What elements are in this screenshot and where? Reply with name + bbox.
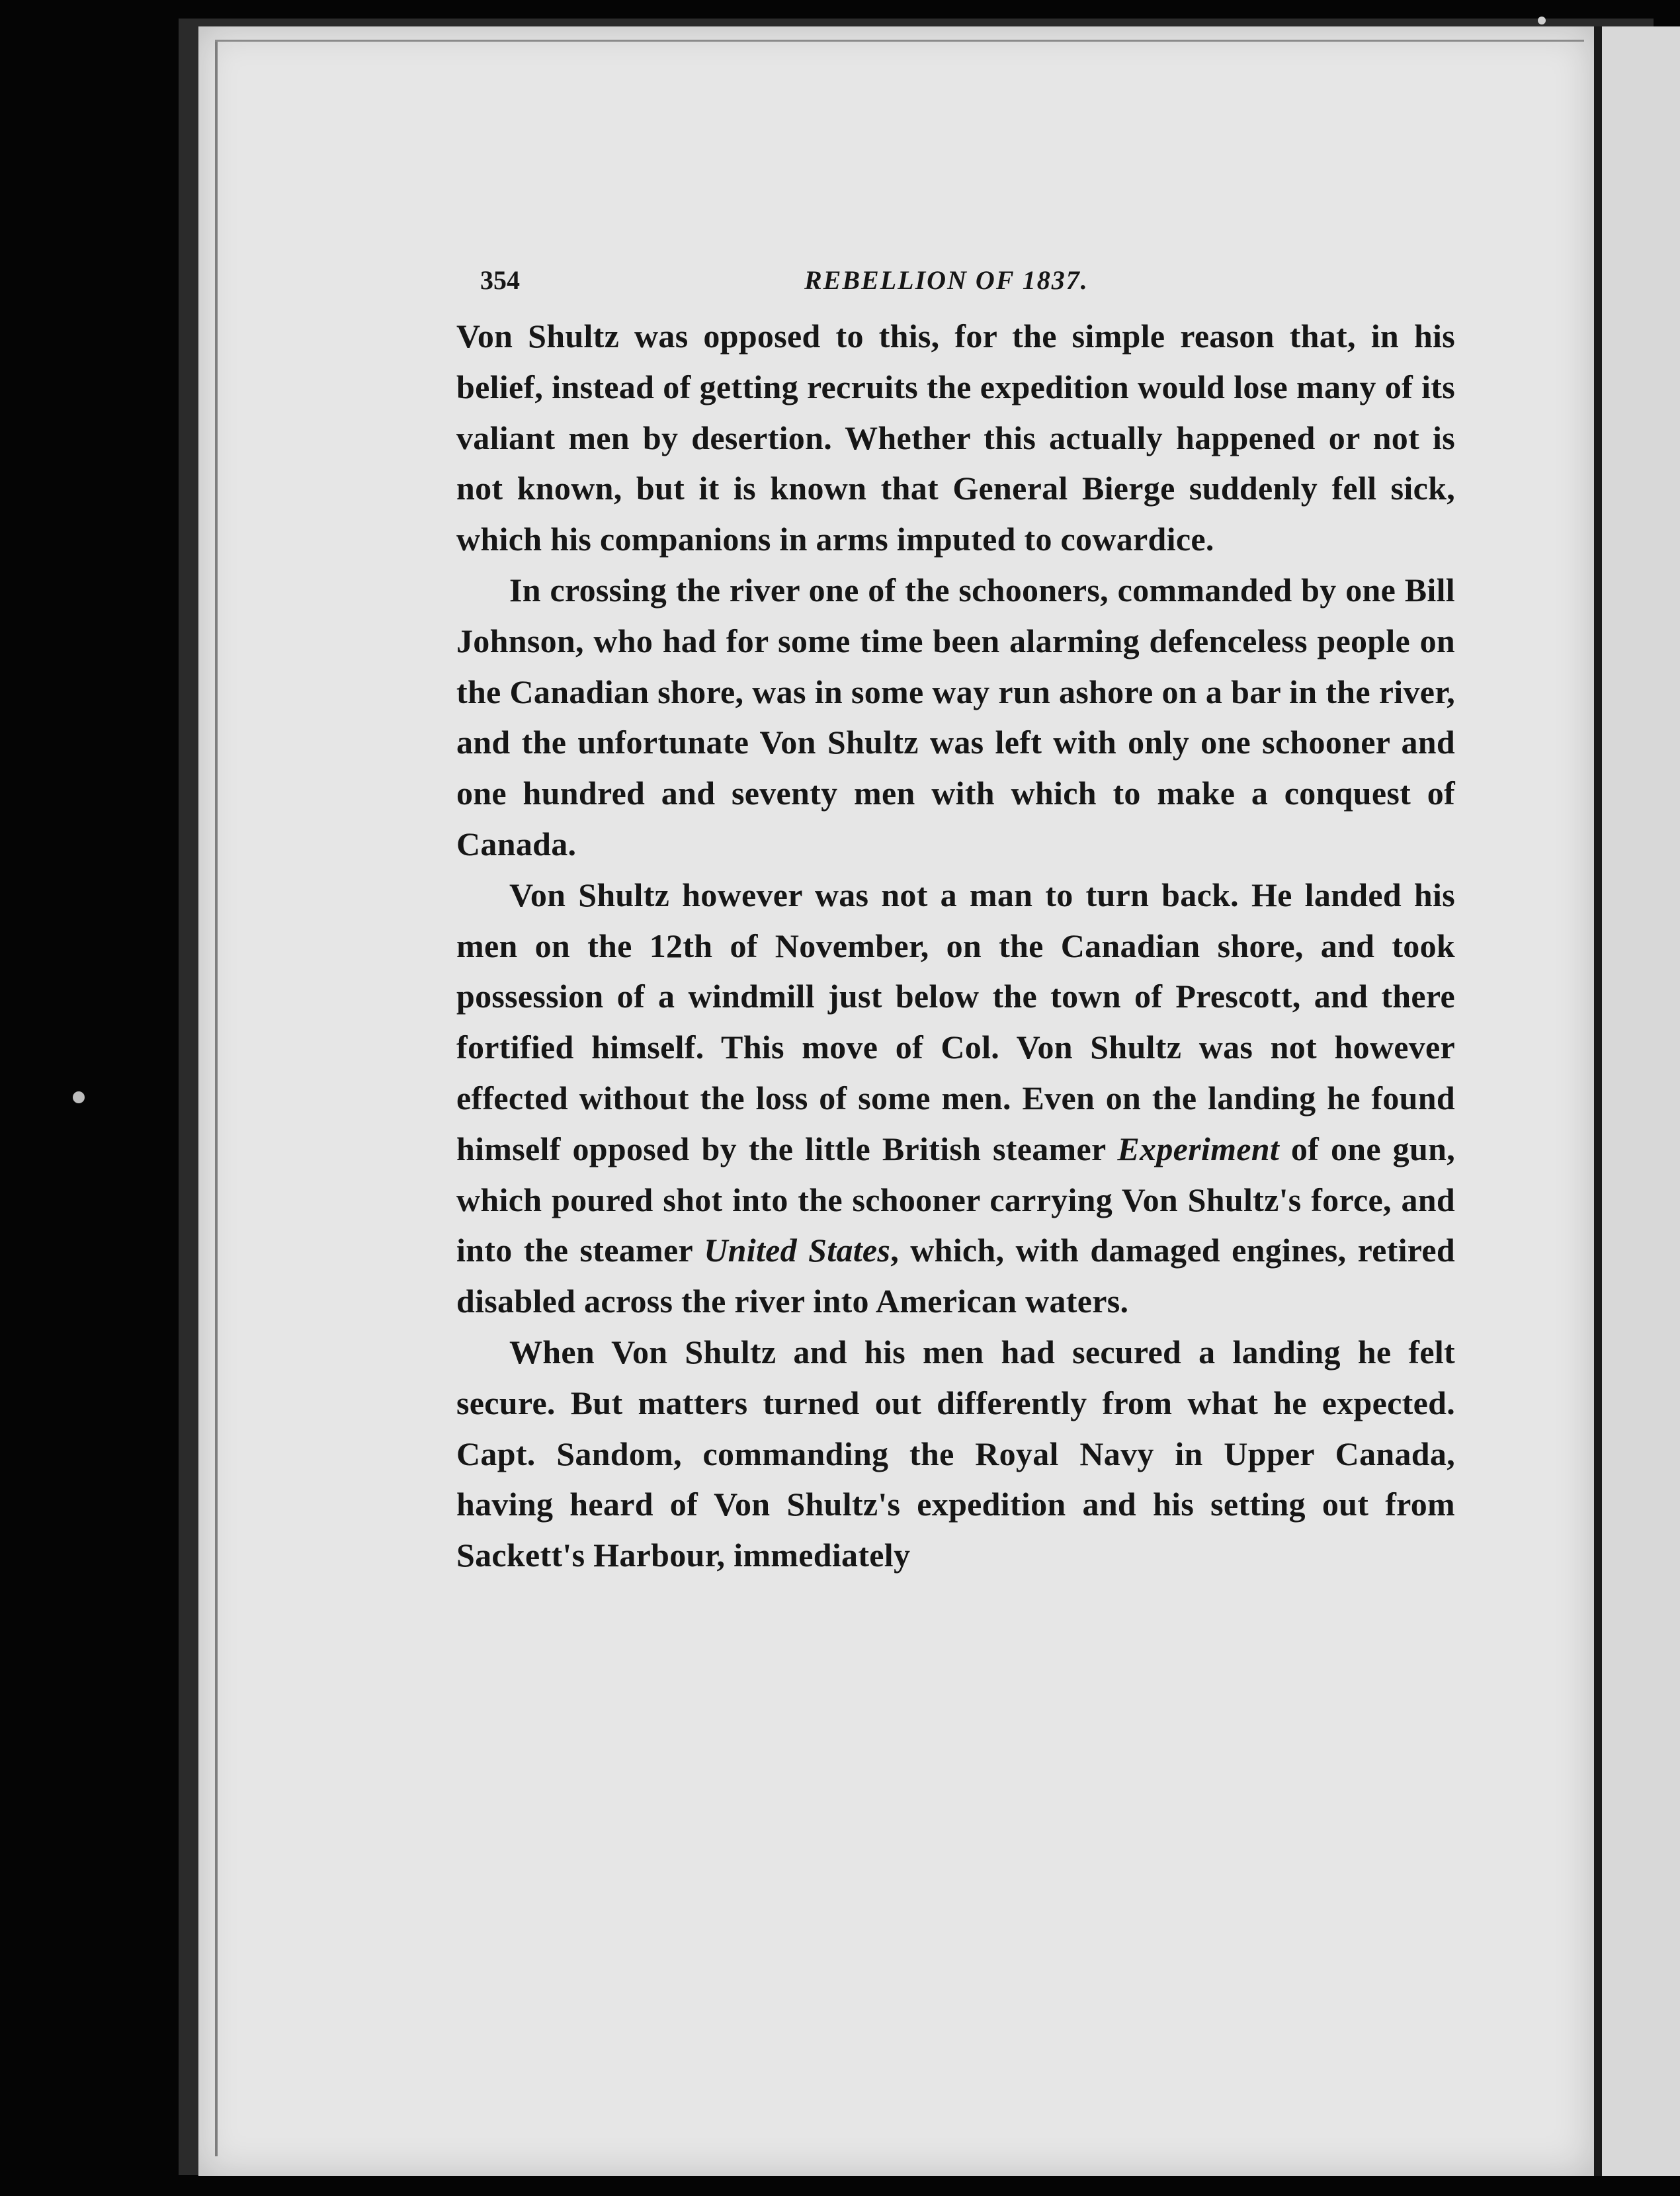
paragraph-3-part-2: of one gun, which poured shot into the schooner carrying Von Shultz's force, and into the steamer: [456, 1130, 1455, 1269]
page-border-top: [215, 40, 1584, 42]
page-number: 354: [480, 265, 520, 295]
ship-name-united-states: United States: [704, 1232, 891, 1269]
running-title: REBELLION OF 1837.: [804, 265, 1089, 295]
body-text: [456, 311, 1455, 1581]
scan-speck: [73, 1091, 85, 1103]
scan-speck: [1538, 17, 1546, 24]
paragraph-2: In crossing the river one of the schooners, commanded by one Bill Johnson, who had for some time been alarming defenceless people on the Canadian shore, was in some way run ashore on a bar in the river, and the unfortunate Von Shultz was left with only one schooner and one hundred and seventy men with which to make a conquest of Canada.: [456, 571, 1455, 863]
paragraph-4: When Von Shultz and his men had secured a landing he felt secure. But matters turned out differently from what he expected. Capt. Sandom, commanding the Royal Navy in Upper Canada, having heard of Von Shultz's expedition and his setting out from Sackett's Harbour, immediately: [456, 1333, 1455, 1574]
adjacent-page-edge: [1602, 26, 1680, 2176]
page-content: [456, 265, 1455, 1581]
page-gutter: [1594, 26, 1602, 2176]
paragraph-1: Von Shultz was opposed to this, for the simple reason that, in his belief, instead of getting recruits the expedition would lose many of its valiant men by desertion. Whether this actually happened or not is not known, but it is known that General Bierge suddenly fell sick, which his companions in arms imputed to cowardice.: [456, 317, 1455, 558]
paragraph-3: [456, 870, 1455, 1327]
page-border-left: [215, 40, 218, 2156]
paragraph-3-part-3: , which, with damaged engines, retired disabled across the river into American waters.: [456, 1232, 1455, 1320]
ship-name-experiment: Experiment: [1117, 1130, 1280, 1167]
running-head: [480, 265, 1455, 311]
paragraph-3-part-1: Von Shultz however was not a man to turn back. He landed his men on the 12th of November, on the Canadian shore, and took possession of a windmill just below the town of Prescott, and there fortified himself. This move of Col. Von Shultz was not however effected without the loss of some men. Even on the landing he found himself opposed by the little British steamer: [456, 876, 1455, 1167]
